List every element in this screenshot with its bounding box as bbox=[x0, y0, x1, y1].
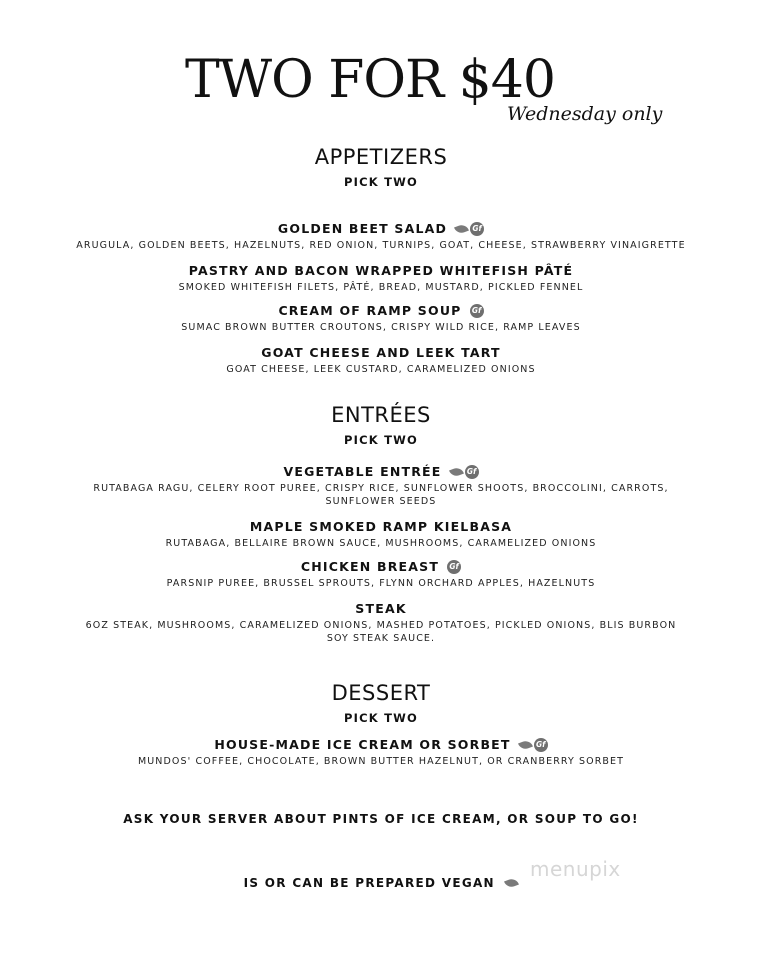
gluten-free-icon: Gf bbox=[447, 560, 461, 574]
item-description: RUTABAGA, BELLAIRE BROWN SAUCE, MUSHROOMS, CARAMELIZED ONIONS bbox=[165, 538, 597, 549]
item-description: RUTABAGA RAGU, CELERY ROOT PUREE, CRISPY RICE, SUNFLOWER SHOOTS, BROCCOLINI, CARROTS, SUNFLOWER SEEDS bbox=[93, 483, 669, 507]
vegan-leaf-icon bbox=[518, 739, 533, 751]
item-description: SUMAC BROWN BUTTER CROUTONS, CRISPY WILD RICE, RAMP LEAVES bbox=[181, 322, 581, 333]
item-description: ARUGULA, GOLDEN BEETS, HAZELNUTS, RED ONION, TURNIPS, GOAT, CHEESE, STRAWBERRY VINAIGRETTE bbox=[76, 240, 686, 251]
menu-subtitle: Wednesday only bbox=[507, 103, 663, 125]
menu-header bbox=[0, 40, 762, 140]
appetizers-heading: APPETIZERS bbox=[314, 145, 448, 169]
entrees-pick-note: PICK TWO bbox=[344, 433, 418, 447]
item-description: SMOKED WHITEFISH FILETS, PÂTÉ, BREAD, MUSTARD, PICKLED FENNEL bbox=[178, 282, 584, 293]
item-name: GOAT CHEESE AND LEEK TART bbox=[261, 345, 501, 360]
menu-item bbox=[0, 300, 762, 334]
appetizers-section-header bbox=[0, 145, 762, 189]
entrees-heading: ENTRÉES bbox=[331, 403, 431, 427]
server-note: ASK YOUR SERVER ABOUT PINTS OF ICE CREAM, OR SOUP TO GO! bbox=[123, 812, 639, 826]
vegan-leaf-icon bbox=[449, 466, 464, 478]
menu-title: TWO FOR $40 bbox=[185, 50, 555, 110]
gluten-free-icon: Gf bbox=[465, 465, 479, 479]
watermark: menupix bbox=[530, 857, 621, 881]
menu-item bbox=[0, 516, 762, 550]
gluten-free-icon: Gf bbox=[470, 304, 484, 318]
item-description: GOAT CHEESE, LEEK CUSTARD, CARAMELIZED ONIONS bbox=[226, 364, 536, 375]
menu-item bbox=[0, 260, 762, 294]
item-name: MAPLE SMOKED RAMP KIELBASA bbox=[249, 519, 513, 534]
item-name: VEGETABLE ENTRÉE bbox=[283, 464, 442, 479]
gluten-free-icon: Gf bbox=[534, 738, 548, 752]
item-name: GOLDEN BEET SALAD bbox=[277, 221, 448, 236]
item-name: CHICKEN BREAST bbox=[300, 559, 440, 574]
vegan-leaf-icon bbox=[504, 877, 519, 889]
appetizers-pick-note: PICK TWO bbox=[344, 175, 418, 189]
item-description: 6OZ STEAK, MUSHROOMS, CARAMELIZED ONIONS, MASHED POTATOES, PICKLED ONIONS, BLIS BURBON SOY STEAK SAUCE. bbox=[85, 620, 677, 644]
item-description: MUNDOS' COFFEE, CHOCOLATE, BROWN BUTTER HAZELNUT, OR CRANBERRY SORBET bbox=[137, 756, 625, 767]
menu-item bbox=[0, 598, 762, 645]
vegan-leaf-icon bbox=[454, 223, 469, 235]
item-description: PARSNIP PUREE, BRUSSEL SPROUTS, FLYNN ORCHARD APPLES, HAZELNUTS bbox=[166, 578, 596, 589]
menu-item bbox=[0, 734, 762, 768]
dessert-pick-note: PICK TWO bbox=[344, 711, 418, 725]
menu-item bbox=[0, 461, 762, 508]
entrees-section-header bbox=[0, 403, 762, 447]
vegan-legend bbox=[0, 876, 762, 890]
item-name: HOUSE-MADE ICE CREAM OR SORBET bbox=[214, 737, 511, 752]
menu-item bbox=[0, 218, 762, 252]
item-name: CREAM OF RAMP SOUP bbox=[278, 303, 462, 318]
vegan-legend-text: IS OR CAN BE PREPARED VEGAN bbox=[243, 876, 495, 890]
gluten-free-icon: Gf bbox=[470, 222, 484, 236]
menu-item bbox=[0, 342, 762, 376]
item-name: PASTRY AND BACON WRAPPED WHITEFISH PÂTÉ bbox=[188, 263, 574, 278]
dessert-section-header bbox=[0, 681, 762, 725]
item-name: STEAK bbox=[355, 601, 407, 616]
menu-item bbox=[0, 556, 762, 590]
dessert-heading: DESSERT bbox=[331, 681, 431, 705]
